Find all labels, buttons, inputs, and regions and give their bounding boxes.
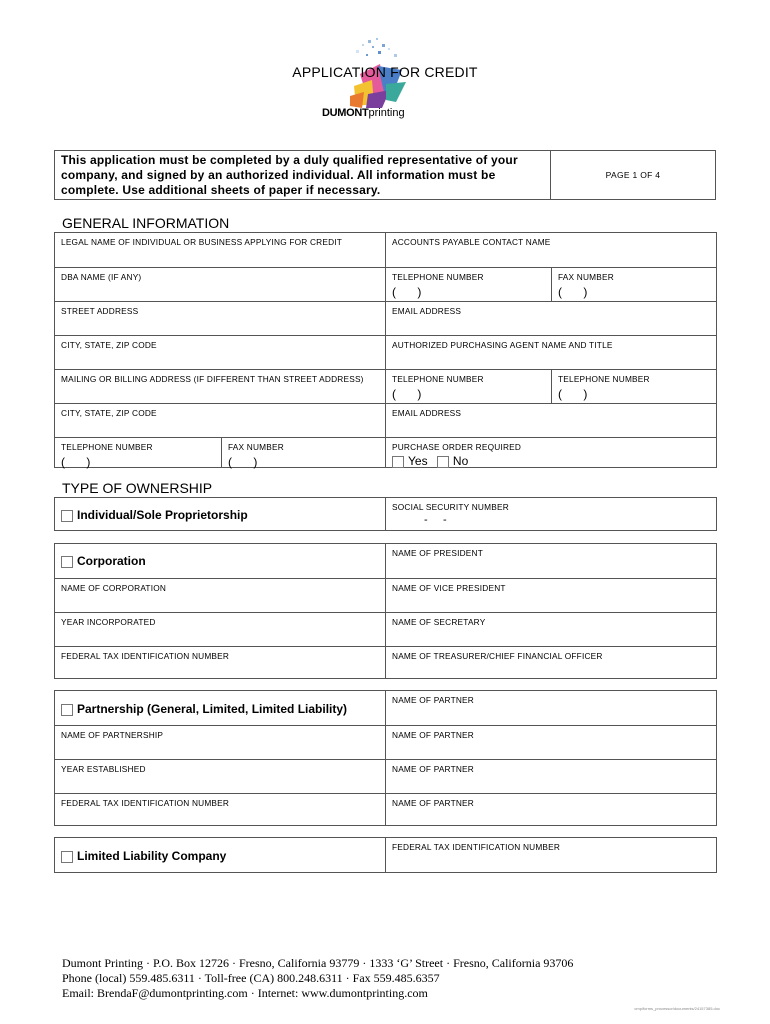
partner4-label: NAME OF PARTNER (392, 798, 474, 808)
mailing-address-field[interactable] (55, 369, 385, 403)
partnership-checkbox[interactable] (61, 704, 73, 716)
corp-tax-id-label: FEDERAL TAX IDENTIFICATION NUMBER (61, 651, 230, 661)
fax-paren: ( ) (558, 285, 588, 299)
partner4-field[interactable] (385, 793, 716, 825)
city-field[interactable] (55, 335, 385, 369)
individual-label: Individual/Sole Proprietorship (77, 508, 248, 522)
telephone2-field[interactable] (385, 369, 551, 403)
ap-contact-label: ACCOUNTS PAYABLE CONTACT NAME (392, 237, 551, 247)
corporation-table (54, 543, 717, 679)
llc-option[interactable] (55, 838, 385, 872)
partner2-label: NAME OF PARTNER (392, 730, 474, 740)
corp-tax-id-field[interactable] (55, 646, 385, 678)
fax2-label: FAX NUMBER (228, 442, 284, 452)
purchasing-agent-label: AUTHORIZED PURCHASING AGENT NAME AND TITLE (392, 340, 613, 350)
fax2-paren: ( ) (228, 455, 258, 469)
street-field[interactable] (55, 301, 385, 335)
document-path: cmp/forms_processor/documents/24157385.doc (634, 1006, 720, 1011)
city2-field[interactable] (55, 403, 385, 437)
partner1-label: NAME OF PARTNER (392, 695, 474, 705)
vice-president-field[interactable] (385, 578, 716, 612)
brand-bold: DUMONT (322, 107, 369, 119)
partner2-field[interactable] (385, 725, 716, 759)
telephone4-field[interactable] (55, 437, 221, 467)
intro-text: This application must be completed by a duly qualified representative of your company, and signed by an authorized individual. All information must be complete. Use additional sheets of paper if necessary. (55, 151, 551, 199)
year-established-label: YEAR ESTABLISHED (61, 764, 146, 774)
mailing-address-label: MAILING OR BILLING ADDRESS (IF DIFFERENT THAN STREET ADDRESS) (61, 374, 364, 384)
telephone2-label: TELEPHONE NUMBER (392, 374, 484, 384)
partnership-tax-id-field[interactable] (55, 793, 385, 825)
llc-table (54, 837, 717, 873)
llc-checkbox[interactable] (61, 851, 73, 863)
footer-email-web: Email: BrendaF@dumontprinting.com · Internet: www.dumontprinting.com (62, 986, 428, 1000)
telephone3-paren: ( ) (558, 387, 588, 401)
president-label: NAME OF PRESIDENT (392, 548, 483, 558)
fax-label: FAX NUMBER (558, 272, 614, 282)
telephone2-paren: ( ) (392, 387, 422, 401)
partner1-field[interactable] (385, 691, 716, 725)
name-of-partnership-label: NAME OF PARTNERSHIP (61, 730, 164, 740)
individual-checkbox[interactable] (61, 510, 73, 522)
corporation-label: Corporation (77, 554, 146, 568)
po-no-checkbox[interactable] (437, 456, 449, 468)
treasurer-field[interactable] (385, 646, 716, 678)
purchasing-agent-field[interactable] (385, 335, 716, 369)
partner3-field[interactable] (385, 759, 716, 793)
telephone3-label: TELEPHONE NUMBER (558, 374, 650, 384)
name-of-corporation-field[interactable] (55, 578, 385, 612)
city2-label: CITY, STATE, ZIP CODE (61, 408, 157, 418)
page-indicator: PAGE 1 OF 4 (605, 170, 661, 180)
telephone4-paren: ( ) (61, 455, 91, 469)
brand-wordmark (322, 107, 405, 119)
partnership-tax-id-label: FEDERAL TAX IDENTIFICATION NUMBER (61, 798, 230, 808)
ap-contact-field[interactable] (385, 233, 716, 267)
email-field[interactable] (385, 301, 716, 335)
year-established-field[interactable] (55, 759, 385, 793)
street-label: STREET ADDRESS (61, 306, 139, 316)
footer-contact (62, 956, 573, 1001)
corporation-checkbox[interactable] (61, 556, 73, 568)
po-required-field (385, 437, 716, 467)
email2-field[interactable] (385, 403, 716, 437)
brand-rest: printing (368, 107, 405, 119)
secretary-label: NAME OF SECRETARY (392, 617, 486, 627)
po-yes-label: Yes (408, 454, 428, 468)
dba-label: DBA NAME (IF ANY) (61, 272, 142, 282)
year-incorporated-label: YEAR INCORPORATED (61, 617, 156, 627)
telephone4-label: TELEPHONE NUMBER (61, 442, 153, 452)
intro-box (54, 150, 716, 200)
telephone-field[interactable] (385, 267, 551, 301)
fax2-field[interactable] (221, 437, 385, 467)
treasurer-label: NAME OF TREASURER/CHIEF FINANCIAL OFFICER (392, 651, 603, 661)
llc-tax-id-label: FEDERAL TAX IDENTIFICATION NUMBER (392, 842, 561, 852)
po-yes-checkbox[interactable] (392, 456, 404, 468)
legal-name-label: LEGAL NAME OF INDIVIDUAL OR BUSINESS APPLYING FOR CREDIT (61, 237, 343, 247)
llc-label: Limited Liability Company (77, 849, 227, 863)
ssn-field[interactable] (385, 498, 716, 530)
secretary-field[interactable] (385, 612, 716, 646)
legal-name-field[interactable] (55, 233, 385, 267)
ssn-mask: - - (424, 514, 447, 526)
vice-president-label: NAME OF VICE PRESIDENT (392, 583, 506, 593)
partnership-label: Partnership (General, Limited, Limited Liability) (77, 702, 348, 716)
telephone-label: TELEPHONE NUMBER (392, 272, 484, 282)
email-label: EMAIL ADDRESS (392, 306, 462, 316)
individual-option[interactable] (55, 498, 385, 530)
dba-field[interactable] (55, 267, 385, 301)
ownership-heading: TYPE OF OWNERSHIP (62, 480, 213, 496)
corporation-option[interactable] (55, 544, 385, 578)
individual-table (54, 497, 717, 531)
partnership-option[interactable] (55, 691, 385, 725)
fax-field[interactable] (551, 267, 716, 301)
partner3-label: NAME OF PARTNER (392, 764, 474, 774)
partnership-table (54, 690, 717, 826)
po-required-label: PURCHASE ORDER REQUIRED (392, 442, 522, 452)
ssn-label: SOCIAL SECURITY NUMBER (392, 502, 509, 512)
email2-label: EMAIL ADDRESS (392, 408, 462, 418)
name-of-corporation-label: NAME OF CORPORATION (61, 583, 167, 593)
po-no-label: No (452, 454, 469, 468)
telephone3-field[interactable] (551, 369, 716, 403)
city-label: CITY, STATE, ZIP CODE (61, 340, 157, 350)
form-title: APPLICATION FOR CREDIT (292, 64, 478, 80)
president-field[interactable] (385, 544, 716, 578)
general-info-heading: GENERAL INFORMATION (62, 215, 230, 231)
name-of-partnership-field[interactable] (55, 725, 385, 759)
year-incorporated-field[interactable] (55, 612, 385, 646)
llc-tax-id-field[interactable] (385, 838, 716, 872)
general-info-table (54, 232, 717, 468)
footer-phones: Phone (local) 559.485.6311 · Toll-free (CA) 800.248.6311 · Fax 559.485.6357 (62, 971, 440, 985)
footer-address: Dumont Printing · P.O. Box 12726 · Fresno, California 93779 · 1333 ‘G’ Street · Fresno, California 93706 (62, 956, 574, 970)
telephone-paren: ( ) (392, 285, 422, 299)
